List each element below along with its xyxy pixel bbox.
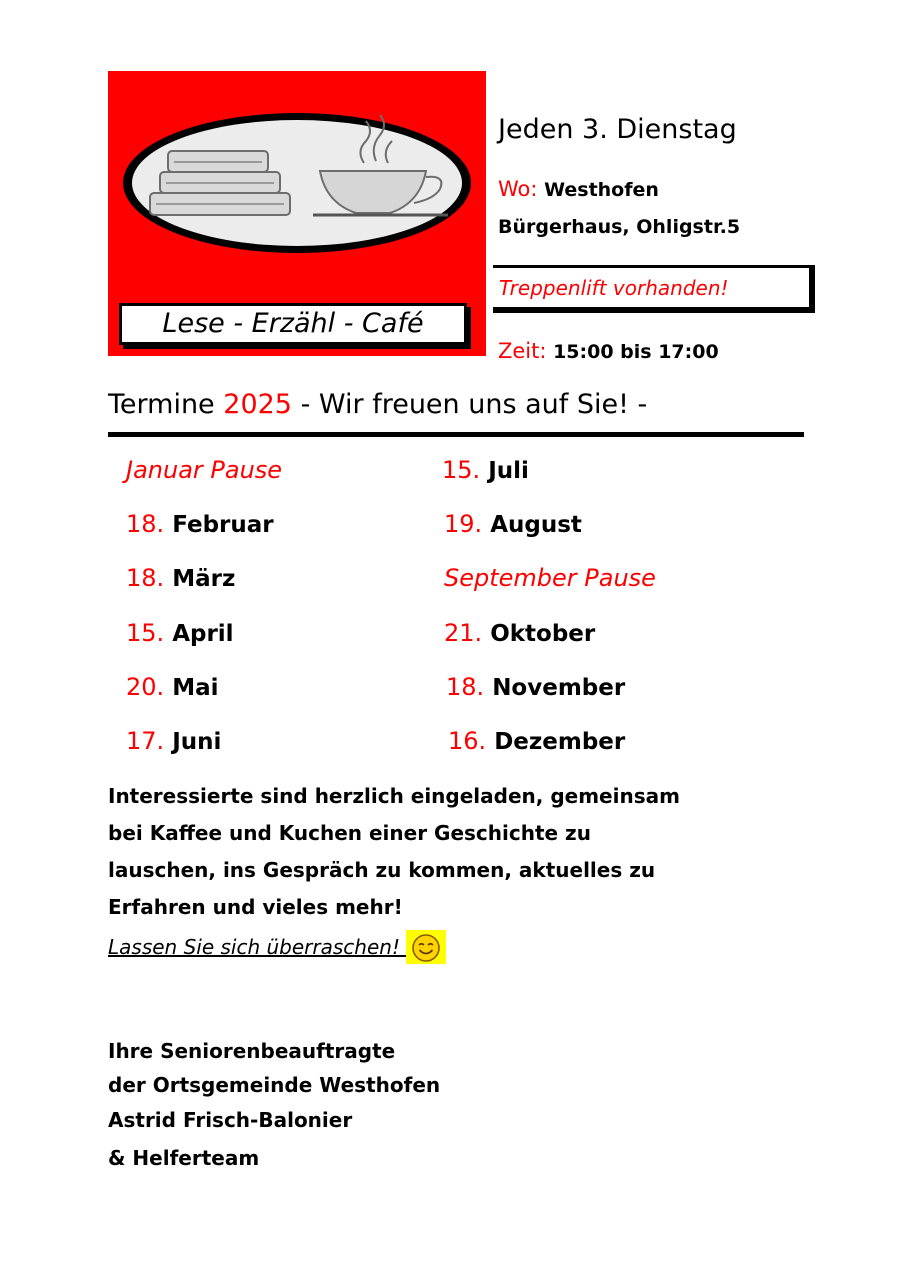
- date-march: [126, 564, 235, 592]
- date-november: [446, 673, 625, 701]
- date-day: 15.: [126, 619, 165, 647]
- cafe-logo: [108, 71, 486, 356]
- date-day: 15.: [442, 456, 481, 484]
- address-line: Bürgerhaus, Ohligstr.5: [498, 216, 741, 238]
- date-month: Februar: [172, 512, 274, 538]
- date-month: Dezember: [494, 729, 626, 755]
- signature-line-4: & Helferteam: [108, 1146, 260, 1170]
- date-month: November: [492, 675, 626, 701]
- date-month: März: [172, 566, 236, 592]
- signature-line-3: Astrid Frisch-Balonier: [108, 1108, 353, 1132]
- date-day: 16.: [448, 727, 487, 755]
- date-day: 19.: [444, 510, 483, 538]
- date-july: [442, 456, 529, 484]
- time-line: [498, 339, 719, 363]
- surprise-line: [108, 930, 446, 964]
- smiley-highlight: [406, 930, 446, 964]
- paragraph-line: lauschen, ins Gespräch zu kommen, aktuelles zu: [108, 858, 656, 882]
- books-icon: [150, 151, 290, 215]
- location-value: Westhofen: [544, 179, 659, 201]
- location-label: Wo:: [498, 177, 538, 201]
- surprise-text: Lassen Sie sich überraschen!: [108, 935, 400, 959]
- date-june: [126, 727, 221, 755]
- date-september-pause: September Pause: [444, 564, 656, 592]
- termine-heading: [108, 389, 647, 420]
- date-august: [444, 510, 582, 538]
- paragraph-line: bei Kaffee und Kuchen einer Geschichte zu: [108, 821, 591, 845]
- date-month: Juli: [488, 458, 529, 484]
- date-february: [126, 510, 274, 538]
- smiley-icon: [411, 933, 441, 963]
- date-day: 18.: [446, 673, 485, 701]
- time-label: Zeit:: [498, 339, 547, 363]
- time-value: 15:00 bis 17:00: [553, 341, 719, 363]
- date-month: Mai: [172, 675, 219, 701]
- paragraph-line: Interessierte sind herzlich eingeladen, gemeinsam: [108, 784, 680, 808]
- date-month: April: [172, 621, 234, 647]
- date-month: August: [490, 512, 582, 538]
- lift-notice: Treppenlift vorhanden!: [493, 265, 815, 313]
- invitation-paragraph: [108, 778, 808, 926]
- date-day: 20.: [126, 673, 165, 701]
- date-day: 18.: [126, 510, 165, 538]
- termine-prefix: Termine: [108, 389, 215, 420]
- location-line: [498, 177, 659, 201]
- date-day: 18.: [126, 564, 165, 592]
- date-day: 17.: [126, 727, 165, 755]
- date-january-pause: Januar Pause: [126, 456, 283, 484]
- signature-line-2: der Ortsgemeinde Westhofen: [108, 1073, 441, 1097]
- date-day: 21.: [444, 619, 483, 647]
- date-month: Juni: [172, 729, 222, 755]
- termine-suffix: - Wir freuen uns auf Sie! -: [300, 389, 648, 420]
- heading-divider: [108, 432, 804, 437]
- logo-caption: Lese - Erzähl - Café: [119, 303, 467, 345]
- date-october: [444, 619, 595, 647]
- date-april: [126, 619, 234, 647]
- termine-year: 2025: [223, 389, 292, 420]
- date-december: [448, 727, 625, 755]
- date-may: [126, 673, 218, 701]
- date-month: Oktober: [490, 621, 596, 647]
- paragraph-line: Erfahren und vieles mehr!: [108, 895, 403, 919]
- signature-line-1: Ihre Seniorenbeauftragte: [108, 1039, 396, 1063]
- info-headline: Jeden 3. Dienstag: [498, 114, 737, 145]
